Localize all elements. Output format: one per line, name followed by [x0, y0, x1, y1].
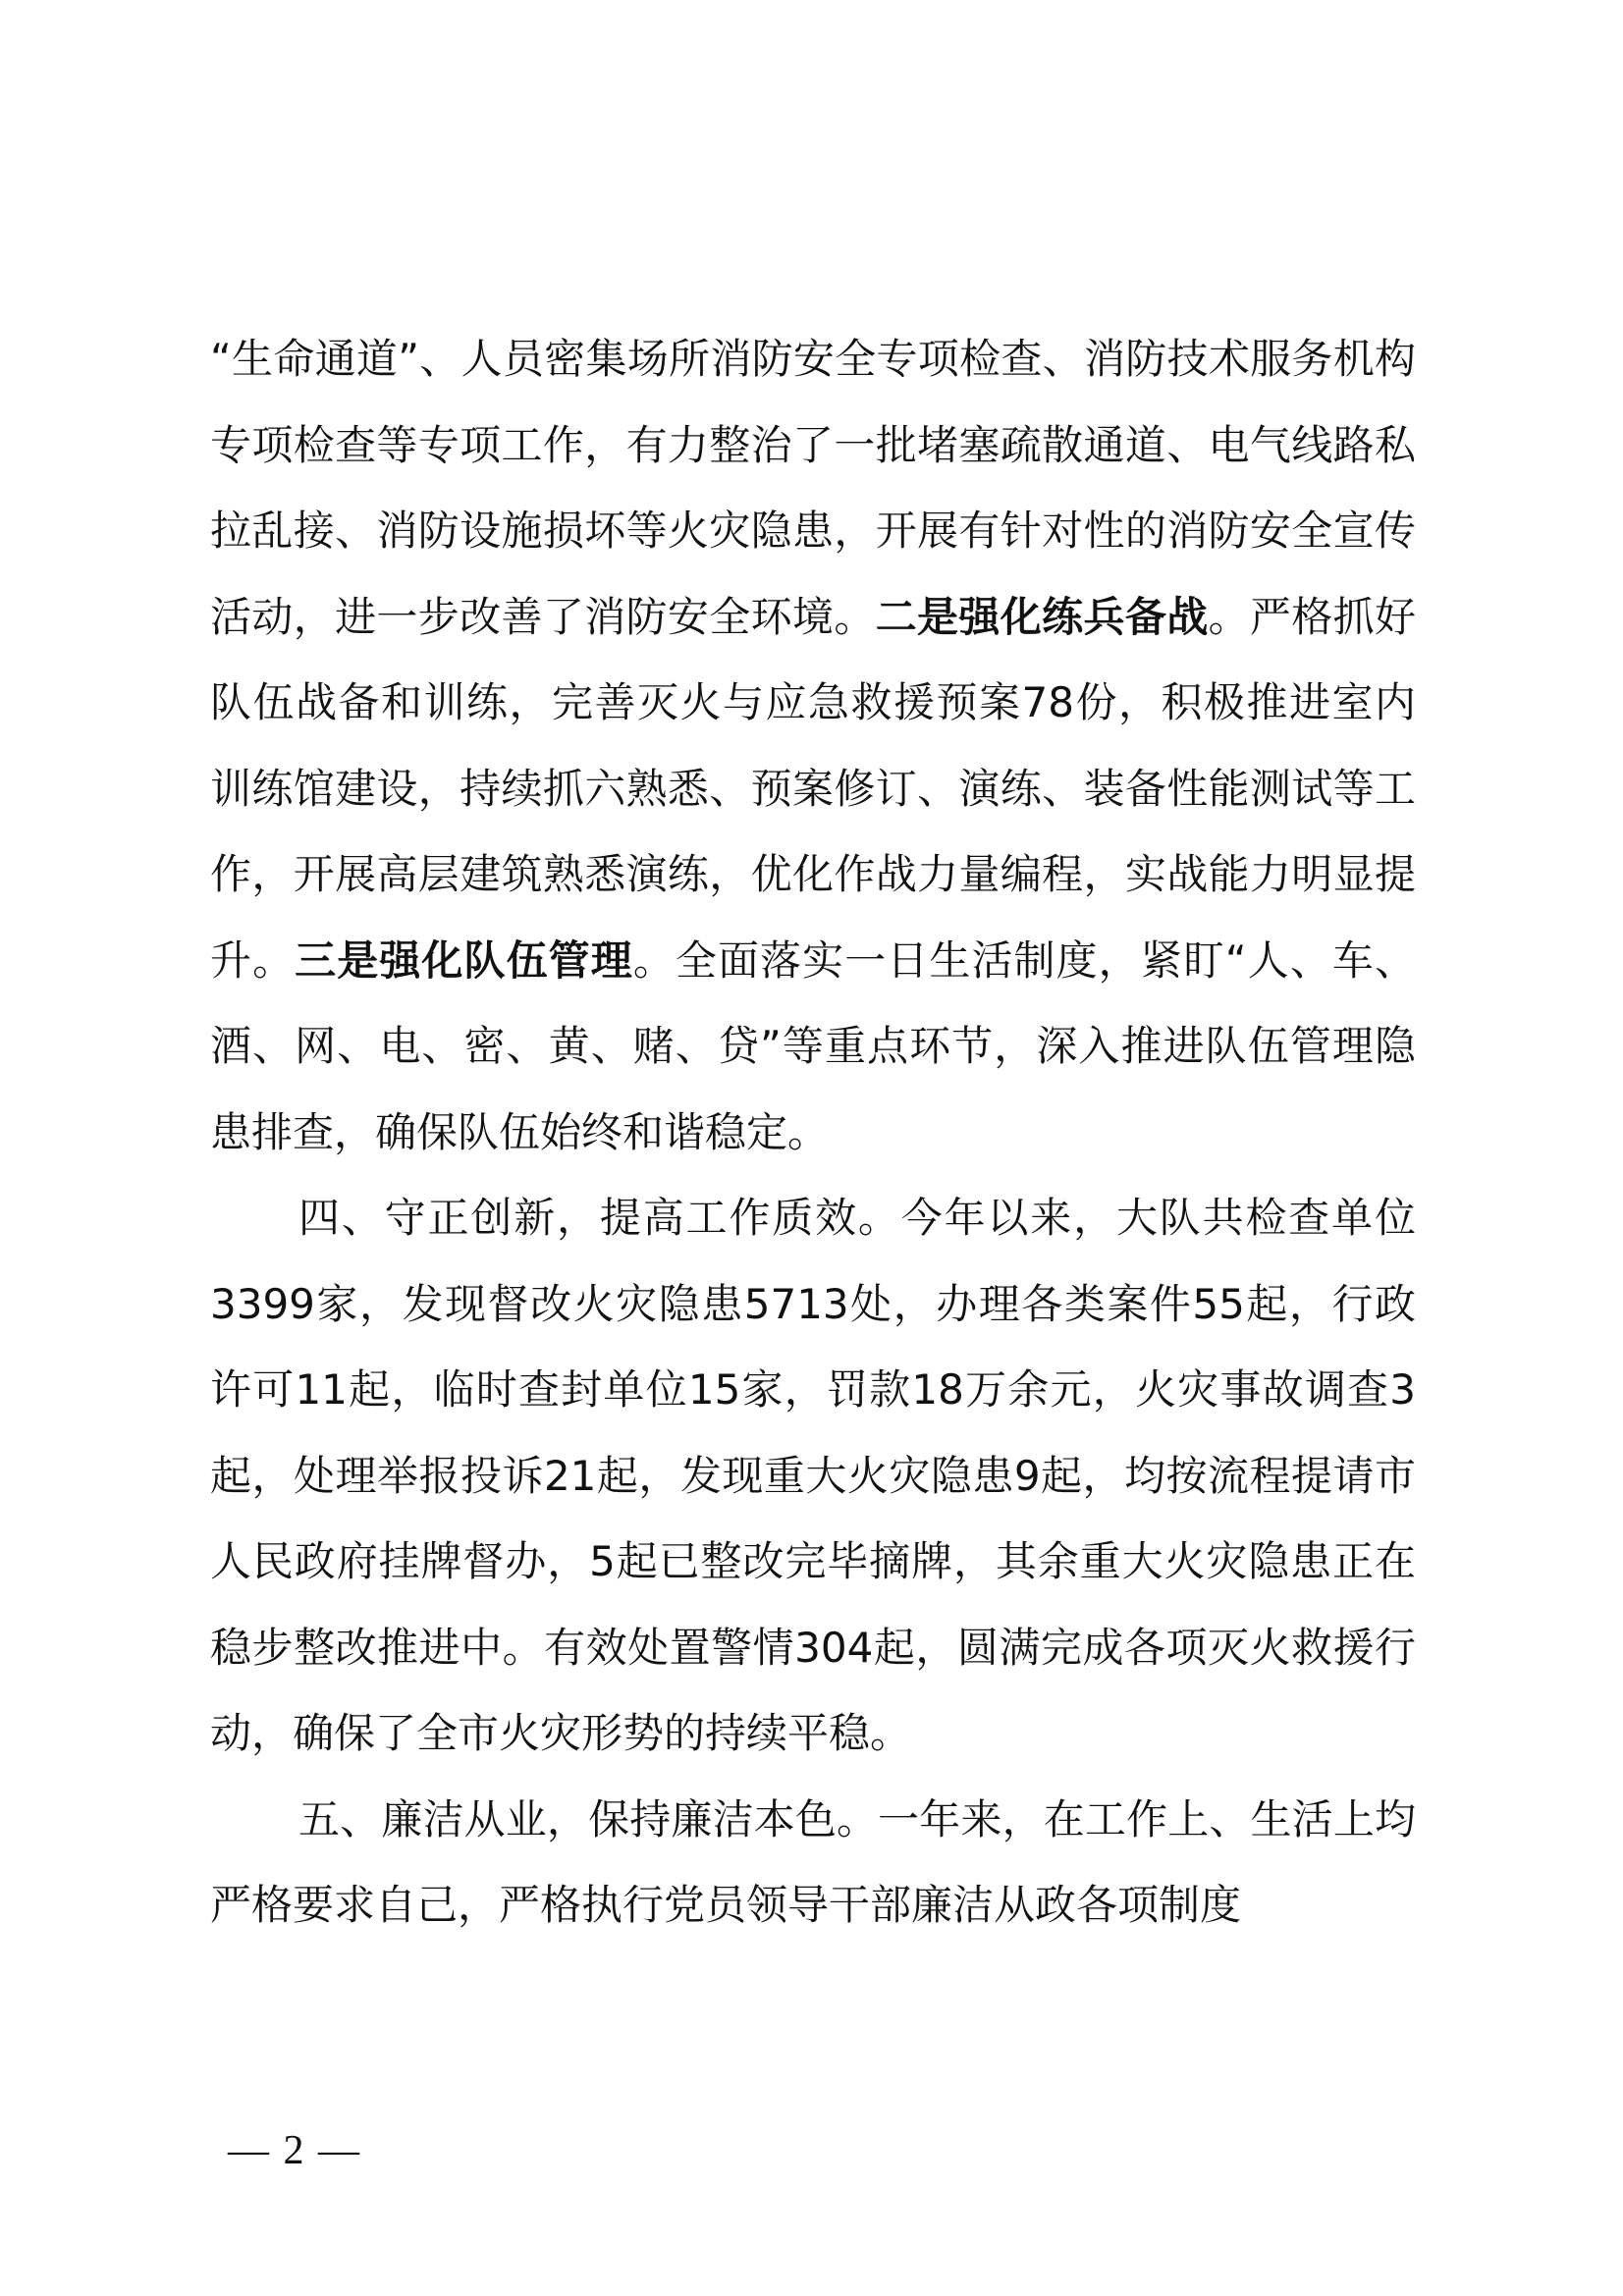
bold-heading-management: 三是强化队伍管理 [295, 935, 633, 985]
document-body [210, 316, 1416, 1949]
page-number: — 2 — [228, 2128, 361, 2173]
paragraph-text: “生命通道”、人员密集场所消防安全专项检查、消防技术服务机构专项检查等专项工作，有力整治了一批堵塞疏散通道、电气线路私拉乱接、消防设施损坏等火灾隐患，开展有针对性的消防安全宣传活动，进一步改善了消防安全环境。 [210, 335, 1416, 641]
paragraph-continuation [210, 316, 1416, 1175]
paragraph-innovation: 四、守正创新，提高工作质效。今年以来，大队共检查单位3399家，发现督改火灾隐患5713处，办理各类案件55起，行政许可11起，临时查封单位15家，罚款18万余元，火灾事故调查3起，处理举报投诉21起，发现重大火灾隐患9起，均按流程提请市人民政府挂牌督办，5起已整改完毕摘牌，其余重大火灾隐患正在稳步整改推进中。有效处置警情304起，圆满完成各项灭火救援行动，确保了全市火灾形势的持续平稳。 [210, 1194, 1416, 1757]
paragraph-text: 。全面落实一日生活制度，紧盯“人、车、酒、网、电、密、黄、赌、贷”等重点环节，深入推进队伍管理隐患排查，确保队伍始终和谐稳定。 [210, 935, 1416, 1156]
paragraph-text: 。严格抓好队伍战备和训练，完善灭火与应急救援预案78份，积极推进室内训练馆建设，持续抓六熟悉、预案修订、演练、装备性能测试等工作，开展高层建筑熟悉演练，优化作战力量编程，实战能力明显提升。 [210, 592, 1416, 985]
paragraph-integrity: 五、廉洁从业，保持廉洁本色。一年来，在工作上、生活上均严格要求自己，严格执行党员领导干部廉洁从政各项制度 [210, 1794, 1416, 1929]
bold-heading-drill: 二是强化练兵备战 [875, 592, 1209, 641]
